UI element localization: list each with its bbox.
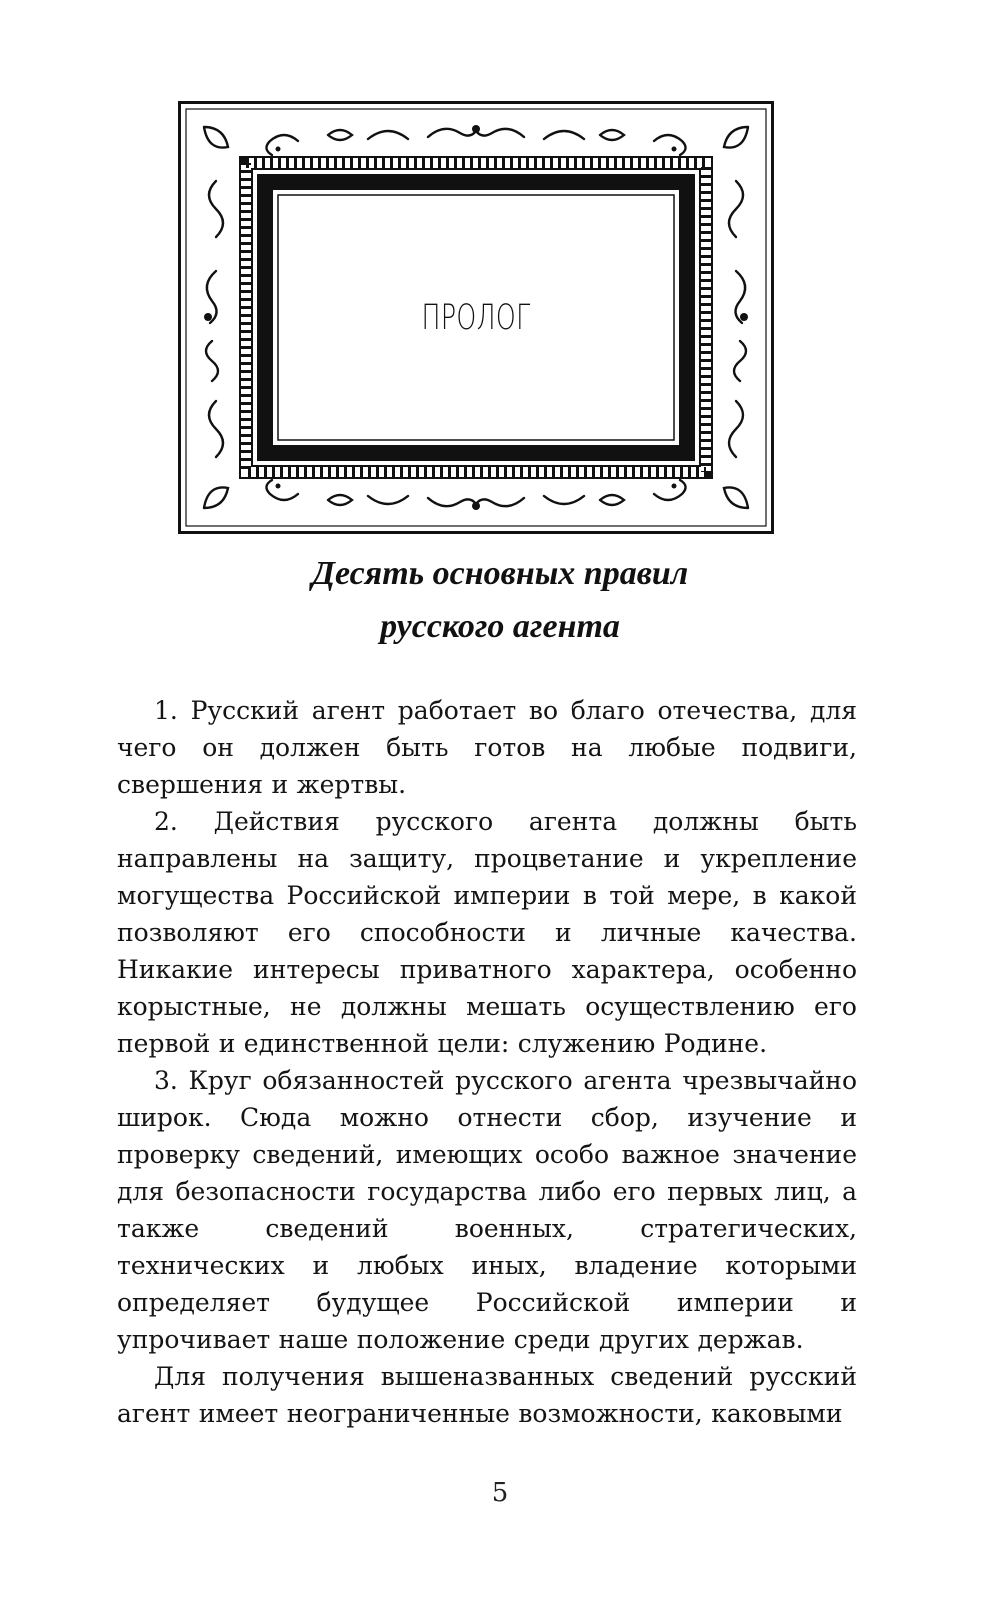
paragraph-rule-2: 2. Действия русского агента должны быть направлены на защиту, процветание и укрепление могущества Российской империи в той мере, в какой позволяют его способности и личные качества. Никакие интересы приватного характера, особенно корыстные, не должны мешать осуществлению его первой и единственной цели: служению Родине. <box>117 807 857 1058</box>
subtitle-line-1: Десять основных правил <box>311 555 689 592</box>
chapter-frame <box>178 101 774 534</box>
paragraph-rule-1: 1. Русский агент работает во благо отечества, для чего он должен быть готов на любые подвиги, свершения и жертвы. <box>117 696 857 799</box>
paragraph-continuation: Для получения вышеназванных сведений русский агент имеет неограниченные возможности, каковыми <box>117 1362 857 1428</box>
chapter-title: ПРОЛОГ <box>421 297 531 338</box>
section-subtitle <box>100 547 900 653</box>
page-number: 5 <box>491 1478 509 1508</box>
subtitle-line-2: русского агента <box>380 608 620 645</box>
paragraph-rule-3: 3. Круг обязанностей русского агента чрезвычайно широк. Сюда можно отнести сбор, изучение и проверку сведений, имеющих особо важное значение для безопасности государства либо его первых лиц, а также сведений военных, стратегических, технических и любых иных, владение которыми определяет будущее Российской империи и упрочивает наше положение среди других держав. <box>117 1066 857 1354</box>
body-text <box>117 692 857 1432</box>
